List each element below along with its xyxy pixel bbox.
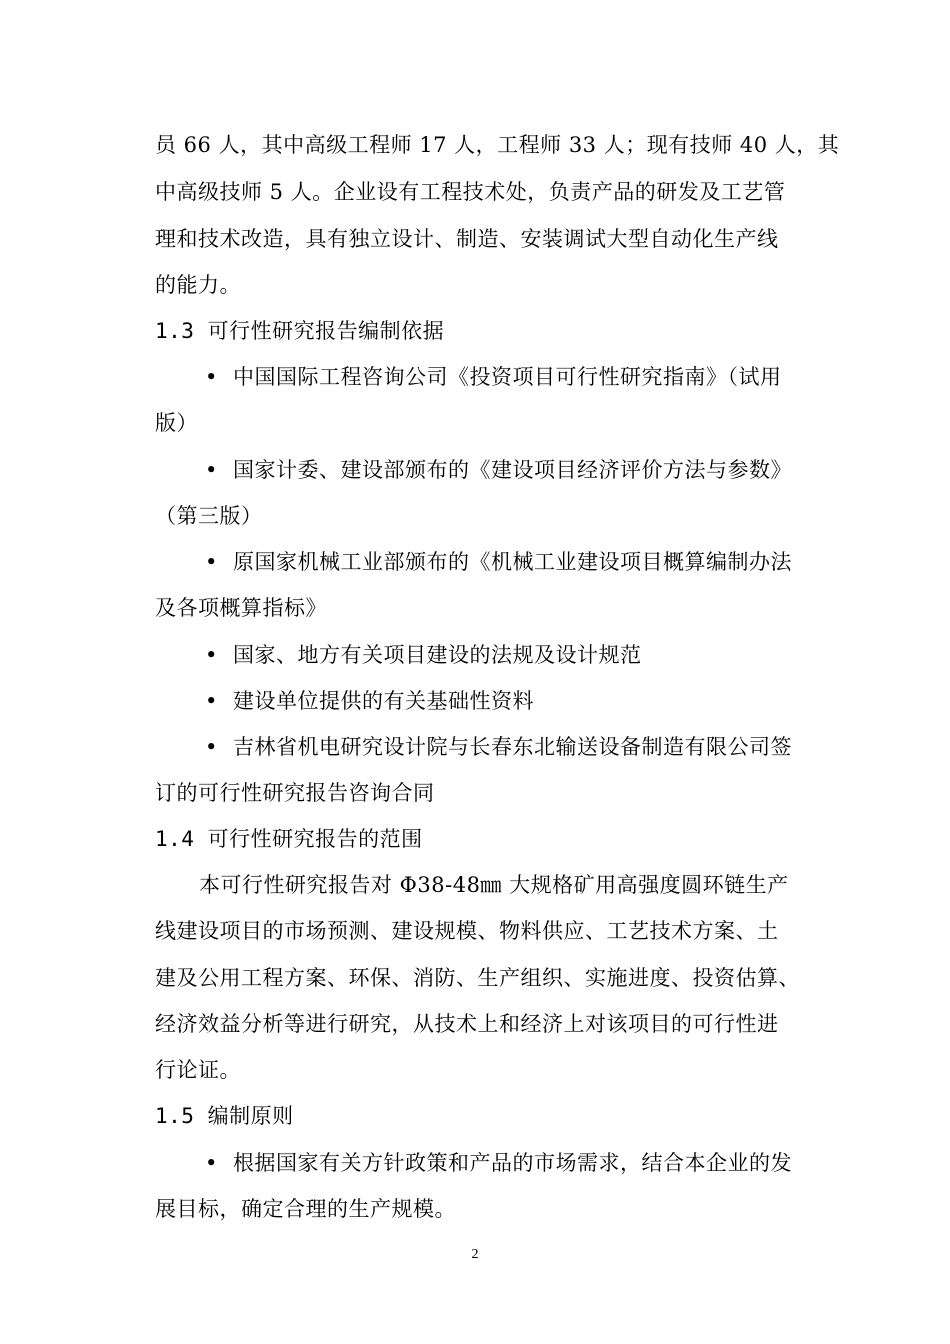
- body-text-line: 中高级技师 5 人。企业设有工程技术处，负责产品的研发及工艺管: [155, 180, 786, 204]
- list-item: [205, 640, 642, 670]
- body-text-line: 的能力。: [155, 273, 241, 297]
- list-item-continuation: 订的可行性研究报告咨询合同: [155, 781, 435, 805]
- paragraph-line: 经济效益分析等进行研究，从技术上和经济上对该项目的可行性进: [155, 1012, 779, 1036]
- list-item-text: 吉林省机电研究设计院与长春东北输送设备制造有限公司签: [233, 735, 792, 759]
- list-item: [205, 686, 534, 716]
- list-item-continuation: 及各项概算指标》: [155, 596, 327, 620]
- list-item-text: 建设单位提供的有关基础性资料: [233, 689, 534, 713]
- list-item-text: 国家计委、建设部颁布的《建设项目经济评价方法与参数》: [233, 458, 792, 482]
- section-heading-1-3: [155, 316, 444, 346]
- body-text-line: 理和技术改造，具有独立设计、制造、安装调试大型自动化生产线: [155, 227, 779, 251]
- section-number: 1.5: [155, 1104, 195, 1128]
- paragraph-line: 线建设项目的市场预测、建设规模、物料供应、工艺技术方案、土: [155, 919, 779, 943]
- section-number: 1.4: [155, 827, 195, 851]
- bullet-icon: •: [205, 1151, 218, 1175]
- section-title: 可行性研究报告的范围: [207, 827, 423, 851]
- bullet-icon: •: [205, 735, 218, 759]
- list-item: [205, 732, 792, 762]
- paragraph-line: 行论证。: [155, 1058, 241, 1082]
- bullet-icon: •: [205, 458, 218, 482]
- list-item: [205, 547, 792, 577]
- section-title: 编制原则: [207, 1104, 294, 1128]
- list-item: [205, 1148, 792, 1178]
- section-heading-1-5: [155, 1101, 294, 1131]
- list-item-continuation: 展目标，确定合理的生产规模。: [155, 1197, 456, 1221]
- list-item: [205, 362, 782, 392]
- section-title: 可行性研究报告编制依据: [207, 319, 445, 343]
- paragraph-line: 本可行性研究报告对 Φ38-48㎜ 大规格矿用高强度圆环链生产: [199, 873, 789, 897]
- bullet-icon: •: [205, 643, 218, 667]
- section-number: 1.3: [155, 319, 195, 343]
- body-text-line: 员 66 人，其中高级工程师 17 人，工程师 33 人；现有技师 40 人，其: [155, 133, 840, 157]
- list-item-text: 国家、地方有关项目建设的法规及设计规范: [233, 643, 642, 667]
- bullet-icon: •: [205, 365, 218, 389]
- list-item-continuation: 版）: [155, 411, 198, 435]
- list-item-text: 根据国家有关方针政策和产品的市场需求，结合本企业的发: [233, 1151, 792, 1175]
- bullet-icon: •: [205, 550, 218, 574]
- section-heading-1-4: [155, 824, 423, 854]
- paragraph-line: 建及公用工程方案、环保、消防、生产组织、实施进度、投资估算、: [155, 966, 800, 990]
- list-item-text: 原国家机械工业部颁布的《机械工业建设项目概算编制办法: [233, 550, 792, 574]
- list-item-text: 中国国际工程咨询公司《投资项目可行性研究指南》（试用: [233, 365, 782, 389]
- bullet-icon: •: [205, 689, 218, 713]
- list-item-continuation: （第三版）: [155, 504, 263, 528]
- page-number: 2: [471, 1247, 479, 1262]
- list-item: [205, 455, 792, 485]
